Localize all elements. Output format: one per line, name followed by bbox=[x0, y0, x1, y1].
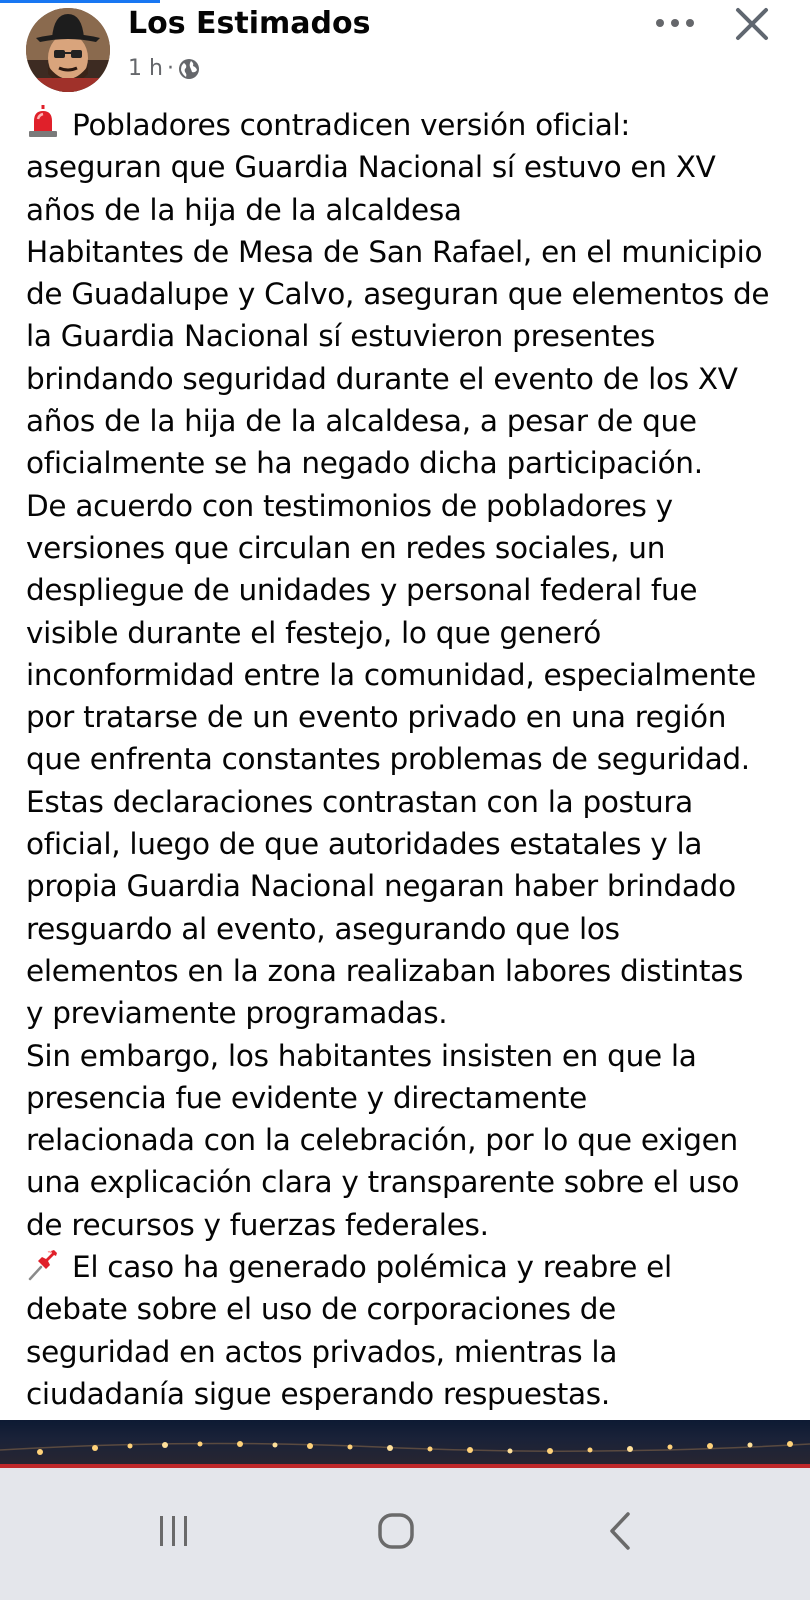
post-line: y previamente programadas. bbox=[26, 996, 448, 1031]
post-text bbox=[26, 104, 796, 1415]
post-line: oficialmente se ha negado dicha participación. bbox=[26, 446, 703, 481]
close-button[interactable] bbox=[730, 2, 774, 46]
post-line: debate sobre el uso de corporaciones de bbox=[26, 1292, 616, 1327]
home-icon bbox=[356, 1496, 436, 1566]
post-line: que enfrenta constantes problemas de seguridad. bbox=[26, 742, 750, 777]
pushpin-icon bbox=[26, 1247, 60, 1281]
post-line: brindando seguridad durante el evento de los XV bbox=[26, 361, 738, 396]
post-line: visible durante el festejo, lo que generó bbox=[26, 615, 601, 650]
post-line: Sin embargo, los habitantes insisten en que la bbox=[26, 1038, 697, 1073]
globe-icon bbox=[178, 58, 200, 80]
post-line: De acuerdo con testimonios de pobladores y bbox=[26, 488, 673, 523]
page-name[interactable]: Los Estimados bbox=[128, 6, 371, 41]
post-line: ciudadanía sigue esperando respuestas. bbox=[26, 1376, 610, 1411]
post-line: Pobladores contradicen versión oficial: bbox=[26, 104, 796, 146]
post-line: oficial, luego de que autoridades estatales y la bbox=[26, 827, 703, 862]
post-time[interactable]: 1 h bbox=[128, 56, 163, 81]
system-navbar bbox=[0, 1468, 810, 1600]
post-line: despliegue de unidades y personal federal fue bbox=[26, 573, 698, 608]
recent-apps-button[interactable] bbox=[134, 1496, 214, 1566]
post-line: una explicación clara y transparente sobre el uso bbox=[26, 1165, 740, 1200]
post-line: de recursos y fuerzas federales. bbox=[26, 1207, 489, 1242]
close-icon bbox=[730, 2, 774, 46]
home-button[interactable] bbox=[356, 1496, 436, 1566]
post-line: años de la hija de la alcaldesa bbox=[26, 192, 462, 227]
post-line: versiones que circulan en redes sociales, un bbox=[26, 530, 666, 565]
avatar[interactable] bbox=[26, 8, 110, 92]
post-image[interactable] bbox=[0, 1420, 810, 1468]
post-line: inconformidad entre la comunidad, especialmente bbox=[26, 657, 756, 692]
post-line: El caso ha generado polémica y reabre el bbox=[26, 1246, 796, 1288]
post-line: seguridad en actos privados, mientras la bbox=[26, 1334, 618, 1369]
post-line: resguardo al evento, asegurando que los bbox=[26, 911, 620, 946]
post-line: propia Guardia Nacional negaran haber brindado bbox=[26, 869, 736, 904]
more-dots-icon bbox=[650, 8, 700, 38]
post-line: aseguran que Guardia Nacional sí estuvo en XV bbox=[26, 150, 716, 185]
recent-apps-icon bbox=[134, 1496, 214, 1566]
post-line: relacionada con la celebración, por lo que exigen bbox=[26, 1123, 738, 1158]
post-line: de Guadalupe y Calvo, aseguran que elementos de bbox=[26, 277, 770, 312]
post-line: la Guardia Nacional sí estuvieron presentes bbox=[26, 319, 656, 354]
post-line: años de la hija de la alcaldesa, a pesar de que bbox=[26, 404, 697, 439]
post-line: Estas declaraciones contrastan con la postura bbox=[26, 784, 693, 819]
meta-separator: · bbox=[166, 56, 174, 81]
post-line: Habitantes de Mesa de San Rafael, en el municipio bbox=[26, 234, 763, 269]
back-button[interactable] bbox=[580, 1496, 660, 1566]
back-icon bbox=[580, 1496, 660, 1566]
post-header bbox=[0, 0, 810, 100]
police-light-icon bbox=[26, 105, 60, 139]
more-options-button[interactable] bbox=[650, 8, 700, 38]
post-line: elementos en la zona realizaban labores distintas bbox=[26, 953, 744, 988]
post-line: presencia fue evidente y directamente bbox=[26, 1080, 587, 1115]
post-line: por tratarse de un evento privado en una región bbox=[26, 700, 727, 735]
post-meta bbox=[128, 54, 200, 84]
